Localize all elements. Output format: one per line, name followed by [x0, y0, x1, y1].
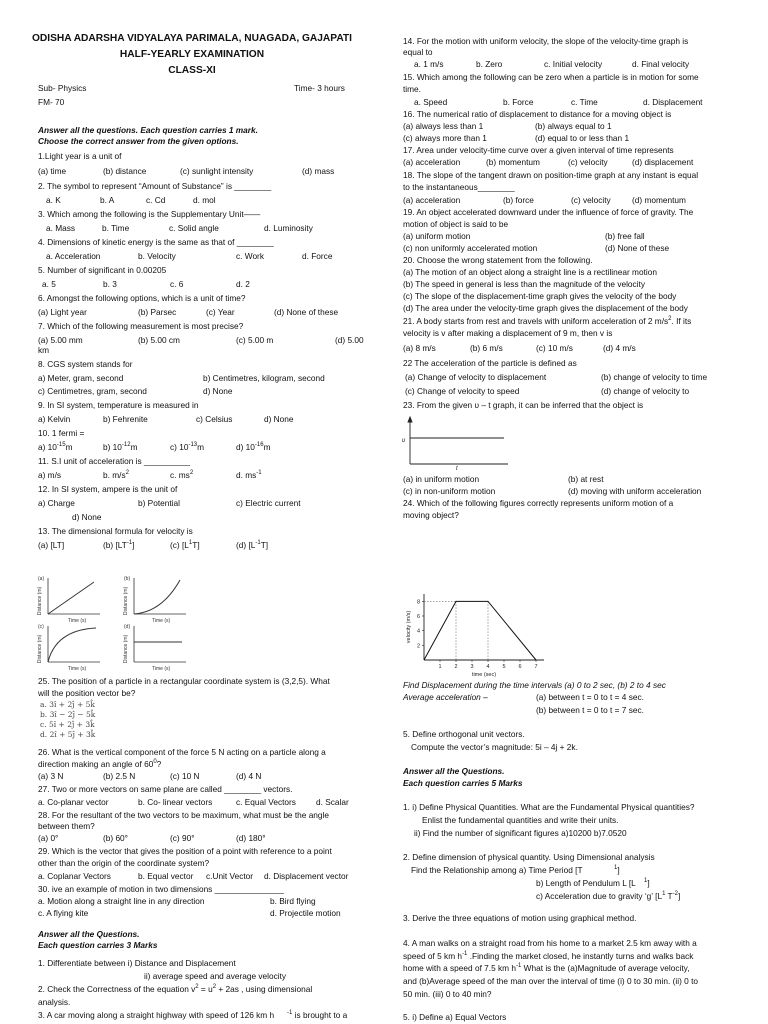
right-text-line: (c) 10 m/s — [536, 343, 573, 353]
right-text-line: (d) change of velocity to — [601, 386, 690, 396]
right-text-line: (b) 6 m/s — [470, 343, 503, 353]
left-text-line: 10. 1 fermi = — [38, 428, 85, 438]
left-text-line: c. Solid angle — [169, 223, 219, 233]
right-text-line: to the instantaneous________ — [403, 182, 515, 192]
left-text-line: d. Force — [302, 251, 333, 261]
q13-option-a: (a) [LT] — [38, 540, 65, 550]
left-text-line: a. Acceleration — [46, 251, 101, 261]
left-text-line: a. Co-planar vector — [38, 797, 109, 807]
x-tick-label: 6 — [518, 664, 522, 670]
left-text-line: a. K — [46, 195, 61, 205]
sc-q4-line-2: speed of 5 km $h^{-1}$ .Finding the market closed, he instantly turns and walks back — [403, 951, 694, 961]
left-text-line: (a) 3 N — [38, 771, 64, 781]
q23-vt-graph — [400, 414, 520, 470]
left-text-line: will the position vector be? — [38, 688, 136, 698]
right-text-line: 20. Choose the wrong statement from the following. — [403, 255, 593, 265]
right-text-line: (b) at rest — [568, 474, 604, 484]
left-text-line: d. 2 — [236, 279, 250, 289]
left-text-line: a. 5 — [42, 279, 56, 289]
left-text-line: b. Bird flying — [270, 896, 316, 906]
right-text-line: (a) The motion of an object along a straight line is a rectilinear motion — [403, 267, 657, 277]
y-tick-label: 2 — [416, 643, 420, 650]
marks-label: FM- 70 — [38, 97, 65, 107]
q11-option-b: b. $m/s^2$ — [103, 470, 129, 480]
right-text-line: b. Zero — [476, 59, 503, 69]
sc-q2-gravity: c) Acceleration due to gravity ‘g’ [$L^1$ $T^{-2}$] — [536, 891, 681, 901]
left-text-line: (a) 0° — [38, 833, 59, 843]
left-text-line: (c) Year — [206, 307, 235, 317]
right-text-line: (d) 4 m/s — [603, 343, 636, 353]
section-b-heading-2: Each question carries 3 Marks — [38, 940, 158, 950]
right-text-line: 22 The acceleration of the particle is defined as — [403, 358, 577, 368]
fig24-time-c: Time (s) — [68, 666, 87, 672]
right-text-line: (a) always less than 1 — [403, 121, 484, 131]
q13-option-b: (b) $[LT^{-1}]$ — [103, 540, 135, 550]
fig24-time-b: Time (s) — [152, 618, 171, 624]
sc-q4-line-3: home with a speed of 7.5 km $h^{-1}$ What is the (a)Magnitude of average velocity, — [403, 963, 690, 973]
left-text-line: b. A — [100, 195, 115, 205]
left-text-line: a) Meter, gram, second — [38, 373, 124, 383]
left-text-line: 25. The position of a particle in a rectangular coordinate system is (3,2,5). What — [38, 676, 330, 686]
right-text-line: (d) displacement — [632, 157, 694, 167]
left-text-line: 27. Two or more vectors on same plane are called ________ vectors. — [38, 784, 293, 794]
x-tick-label: 7 — [534, 664, 538, 670]
left-text-line: other than the origin of the coordinate system? — [38, 858, 210, 868]
q21-line-1: 21. A body starts from rest and travels with uniform acceleration of 2 $m/s^2$. If its — [403, 316, 692, 326]
q11-option-c: c. $ms^2$ — [170, 470, 194, 480]
right-text-line: velocity is v after making a displacement of 9 m, then v is — [403, 328, 613, 338]
right-text-line: 15. Which among the following can be zero when a particle is in motion for some — [403, 72, 699, 82]
class-title: CLASS-XI — [168, 65, 216, 76]
left-text-line: c. A flying kite — [38, 908, 89, 918]
left-text-line: d. Displacement vector — [264, 871, 349, 881]
q11-option-d: d. $ms^{-1}$ — [236, 470, 262, 480]
fig24-dist-d: Distance (m) — [123, 634, 130, 664]
left-text-line: (c) sunlight intensity — [180, 166, 254, 176]
left-text-line: 4. Dimensions of kinetic energy is the same as that of ________ — [38, 237, 274, 247]
instruction-1: Answer all the questions. Each question carries 1 mark. — [38, 125, 258, 135]
fig24-label-d: (d) — [124, 624, 131, 630]
graph-question-line-2: Average acceleration – — [403, 692, 488, 702]
right-text-line: (a) uniform motion — [403, 231, 471, 241]
left-text-line: a) m/s — [38, 470, 62, 480]
left-text-line: (b) 60° — [103, 833, 128, 843]
left-text-line: 29. Which is the vector that gives the position of a point with reference to a point — [38, 846, 332, 856]
left-text-line: (a) time — [38, 166, 67, 176]
right-text-line: d. Final velocity — [632, 59, 690, 69]
left-text-line: 12. In SI system, ampere is the unit of — [38, 484, 178, 494]
graph-question-line-1: Find Displacement during the time intervals (a) 0 to 2 sec, (b) 2 to 4 sec — [403, 680, 666, 690]
left-text-line: (c) 90° — [170, 833, 195, 843]
left-text-line: (b) 2.5 N — [103, 771, 136, 781]
right-text-line: (c) velocity — [568, 157, 608, 167]
right-text-line: equal to — [403, 47, 433, 57]
right-text-line: 18. The slope of the tangent drawn on position-time graph at any instant is equal — [403, 170, 699, 180]
left-text-line: d) None — [264, 414, 294, 424]
left-text-line: a) Charge — [38, 498, 75, 508]
right-text-line: (b) force — [503, 195, 534, 205]
left-text-line: (b) 5.00 cm — [138, 335, 180, 345]
left-text-line: (c) 5.00 m — [236, 335, 274, 345]
right-text-line: 5. i) Define a) Equal Vectors — [403, 1012, 507, 1022]
right-text-line: (d) None of these — [605, 243, 670, 253]
right-text-line: (c) in non-uniform motion — [403, 486, 496, 496]
right-text-line: Compute the vector’s magnitude: 5i – 4j + 2k. — [411, 742, 578, 752]
q13-option-d: (d) $[L^{-1}T]$ — [236, 540, 269, 550]
right-text-line: 14. For the motion with uniform velocity, the slope of the velocity-time graph is — [403, 36, 689, 46]
left-text-line: a. Coplanar Vectors — [38, 871, 111, 881]
fig24-time-d: Time (s) — [152, 666, 171, 672]
right-text-line: Enlist the fundamental quantities and write their units. — [422, 815, 619, 825]
x-tick-label: 5 — [502, 664, 506, 670]
left-text-line: analysis. — [38, 997, 71, 1007]
right-text-line: and (b)Average speed of the man over the interval of time (i) 0 to 30 min. (ii) 0 to — [403, 976, 698, 986]
right-text-line: (c) Change of velocity to speed — [405, 386, 520, 396]
left-text-line: (c) 10 N — [170, 771, 200, 781]
section-c-heading-1: Answer all the Questions. — [403, 766, 505, 776]
left-text-line: b. Equal vector — [138, 871, 194, 881]
section-c-heading-2: Each question carries 5 Marks — [403, 778, 523, 788]
right-text-line: ii) Find the number of significant figures a)10200 b)7.0520 — [414, 828, 627, 838]
left-text-line: (d) None of these — [274, 307, 339, 317]
q23-axis-t: t — [456, 466, 458, 472]
left-text-line: d. Projectile motion — [270, 908, 341, 918]
y-tick-label: 6 — [416, 614, 420, 620]
right-text-line: Find the Relationship among a) Time Period [T — [411, 865, 583, 875]
x-tick-label: 4 — [486, 664, 490, 670]
right-text-line: 3. Derive the three equations of motion using graphical method. — [403, 913, 637, 923]
right-text-line: 24. Which of the following figures correctly represents uniform motion of a — [403, 498, 674, 508]
right-text-line: motion of object is said to be — [403, 219, 509, 229]
section-b-heading-1: Answer all the Questions. — [38, 929, 140, 939]
left-text-line: 5. Number of significant in 0.00205 — [38, 265, 167, 275]
right-text-line: (a) Change of velocity to displacement — [405, 372, 547, 382]
sc-q2-tp-tail: $^1$] — [614, 865, 620, 875]
fig24-label-c: (c) — [38, 624, 44, 630]
right-text-line: (a) between t = 0 to t = 4 sec. — [536, 692, 644, 702]
left-text-line: 11. S.I unit of acceleration is __________ — [38, 456, 191, 466]
y-tick-label: 8 — [416, 599, 420, 606]
right-text-line: (d) momentum — [632, 195, 686, 205]
right-text-line: (c) always more than 1 — [403, 133, 487, 143]
left-text-line: (d) 4 N — [236, 771, 262, 781]
right-text-line: (d) equal to or less than 1 — [535, 133, 630, 143]
left-text-line: 13. The dimensional formula for velocity is — [38, 526, 193, 536]
right-text-line: (a) acceleration — [403, 195, 461, 205]
right-text-line: 17. Area under velocity-time curve over a given interval of time represents — [403, 145, 674, 155]
right-text-line: 50 min. (iii) 0 to 40 min? — [403, 989, 492, 999]
velocity-series-line — [424, 601, 536, 660]
q25-option-d: d. 2î + 5ĵ + 3k̂ — [40, 730, 96, 739]
left-text-line: (d) 180° — [236, 833, 266, 843]
left-text-line: c. Work — [236, 251, 264, 261]
right-text-line: (b) always equal to 1 — [535, 121, 612, 131]
left-text-line: 1.Light year is a unit of — [38, 151, 122, 161]
right-text-line: (b) momentum — [486, 157, 540, 167]
right-text-line: (c) non uniformly accelerated motion — [403, 243, 538, 253]
left-text-line: (a) Light year — [38, 307, 87, 317]
left-text-line: 1. Differentiate between i) Distance and Displacement — [38, 958, 236, 968]
time-label: Time- 3 hours — [294, 83, 345, 93]
sb-q3-tail: $^{-1}$ is brought to a — [287, 1010, 348, 1020]
left-text-line: c) Celsius — [196, 414, 233, 424]
q25-option-b: b. 3î − 2ĵ − 5k̂ — [40, 710, 96, 719]
right-text-line: (c) velocity — [571, 195, 611, 205]
left-text-line: b) Fehrenite — [103, 414, 148, 424]
right-text-line: (b) The speed in general is less than the magnitude of the velocity — [403, 279, 645, 289]
left-text-line: a) Kelvin — [38, 414, 71, 424]
sb-q2: 2. Check the Correctness of the equation $v^2 = u^2 + 2as$ , using dimensional — [38, 984, 313, 994]
right-text-line: (a) in uniform motion — [403, 474, 480, 484]
left-text-line: between them? — [38, 821, 95, 831]
left-text-line: (b) Parsec — [138, 307, 177, 317]
left-text-line: b. Time — [102, 223, 130, 233]
left-text-line: 6. Amongst the following options, which is a unit of time? — [38, 293, 246, 303]
left-text-line: a. Mass — [46, 223, 76, 233]
left-text-line: (a) 5.00 mm — [38, 335, 83, 345]
left-text-line: a. Motion along a straight line in any direction — [38, 896, 205, 906]
right-text-line: c. Time — [571, 97, 598, 107]
instruction-2: Choose the correct answer from the given options. — [38, 136, 239, 146]
fig24-dist-c: Distance (m) — [37, 634, 44, 664]
left-text-line: c. Equal Vectors — [236, 797, 296, 807]
right-text-line: 23. From the given υ – t graph, it can be inferred that the object is — [403, 400, 644, 410]
right-text-line: c. Initial velocity — [544, 59, 603, 69]
x-tick-label: 1 — [438, 664, 442, 670]
right-text-line: (a) acceleration — [403, 157, 461, 167]
fig24-dist-b: Distance (m) — [123, 586, 130, 616]
right-text-line: (d) moving with uniform acceleration — [568, 486, 702, 496]
exam-title: HALF-YEARLY EXAMINATION — [119, 49, 265, 60]
right-text-line: 1. i) Define Physical Quantities. What are the Fundamental Physical quantities? — [403, 802, 695, 812]
right-text-line: b. Force — [503, 97, 534, 107]
right-text-line: 16. The numerical ratio of displacement to distance for a moving object is — [403, 109, 672, 119]
left-text-line: d. Luminosity — [264, 223, 313, 233]
right-text-line: time. — [403, 84, 421, 94]
fig24-dist-a: Distance (m) — [37, 586, 44, 616]
right-text-line: d. Displacement — [643, 97, 703, 107]
right-text-line: moving object? — [403, 510, 459, 520]
fig24-label-b: (b) — [124, 576, 131, 582]
fig24-label-a: (a) — [38, 576, 45, 582]
left-text-line: d. Scalar — [316, 797, 349, 807]
right-text-line: 2. Define dimension of physical quantity. Using Dimensional analysis — [403, 852, 655, 862]
left-text-line: 9. In SI system, temperature is measured in — [38, 400, 199, 410]
left-text-line: 8. CGS system stands for — [38, 359, 133, 369]
left-text-line: 7. Which of the following measurement is most precise? — [38, 321, 244, 331]
left-text-line: d) None — [72, 512, 102, 522]
left-text-line: 3. A car moving along a straight highway with speed of 126 km h — [38, 1010, 275, 1020]
left-text-line: b) Potential — [138, 498, 180, 508]
velocity-time-chart — [384, 584, 574, 680]
right-text-line: a. Speed — [414, 97, 448, 107]
right-text-line: b) Length of Pendulum L [L — [536, 878, 636, 888]
x-tick-label: 3 — [470, 664, 474, 670]
left-text-line: c. 6 — [170, 279, 184, 289]
right-text-line: (b) change of velocity to time — [601, 372, 708, 382]
left-text-line: 30. ive an example of motion in two dimensions _______________ — [38, 884, 284, 894]
right-text-line: (b) free fall — [605, 231, 645, 241]
left-text-line: (d) 5.00 — [335, 335, 364, 345]
q23-axis-v: υ — [402, 438, 406, 444]
subject-label: Sub- Physics — [38, 83, 87, 93]
q10-option-a: a) $10^{-15}m$ — [38, 442, 73, 452]
q25-option-c: c. 5î + 2ĵ + 3k̂ — [40, 720, 95, 729]
left-text-line: b) Centimetres, kilogram, second — [203, 373, 325, 383]
right-text-line: 4. A man walks on a straight road from his home to a market 2.5 km away with a — [403, 938, 697, 948]
fig24-time-a: Time (s) — [68, 618, 87, 624]
left-text-line: c. Cd — [146, 195, 166, 205]
left-text-line: b. Velocity — [138, 251, 176, 261]
left-text-line: 28. For the resultant of the two vectors to be maximum, what must be the angle — [38, 810, 329, 820]
left-text-line: (b) distance — [103, 166, 147, 176]
right-text-line: (c) The slope of the displacement-time graph gives the velocity of the body — [403, 291, 677, 301]
q10-option-d: d) $10^{-16}m$ — [236, 442, 271, 452]
left-text-line: d. mol — [193, 195, 216, 205]
q25-option-a: a. 3î + 2ĵ + 5k̂ — [40, 700, 95, 709]
x-tick-label: 2 — [454, 664, 458, 670]
left-text-line: 3. Which among the following is the Supplementary Unit—— — [38, 209, 261, 219]
right-text-line: 19. An object accelerated downward under the influence of force of gravity. The — [403, 207, 694, 217]
right-text-line: (a) 8 m/s — [403, 343, 436, 353]
left-text-line: 26. What is the vertical component of the force 5 N acting on a particle along a — [38, 747, 326, 757]
q10-option-c: c) $10^{-13}m$ — [170, 442, 205, 452]
left-text-line: b. Co- linear vectors — [138, 797, 213, 807]
q10-option-b: b) $10^{-12}m$ — [103, 442, 138, 452]
left-text-line: c.Unit Vector — [206, 871, 254, 881]
sc-q2-len-tail: $^1$] — [644, 878, 650, 888]
left-text-line: c) Electric current — [236, 498, 301, 508]
y-axis-label: velocity (m/s) — [406, 610, 412, 644]
right-text-line: (b) between t = 0 to t = 7 sec. — [536, 705, 644, 715]
q26-line-2: direction making an angle of $60^0$? — [38, 759, 162, 769]
right-text-line: 5. Define orthogonal unit vectors. — [403, 729, 525, 739]
left-text-line: b. 3 — [103, 279, 117, 289]
left-text-line: 2. The symbol to represent “Amount of Substance” is ________ — [38, 181, 272, 191]
left-text-line: km — [38, 345, 50, 355]
right-text-line: (d) The area under the velocity-time graph gives the displacement of the body — [403, 303, 688, 313]
q13-option-c: (c) $[L^1T]$ — [170, 540, 200, 550]
left-text-line: d) None — [203, 386, 233, 396]
left-text-line: ii) average speed and average velocity — [144, 971, 287, 981]
school-name: ODISHA ADARSHA VIDYALAYA PARIMALA, NUAGADA, GAJAPATI — [32, 33, 352, 44]
x-axis-label: time (sec) — [471, 672, 497, 678]
y-tick-label: 4 — [416, 628, 420, 635]
right-text-line: a. 1 m/s — [414, 59, 444, 69]
left-text-line: c) Centimetres, gram, second — [38, 386, 147, 396]
left-text-line: (d) mass — [302, 166, 335, 176]
